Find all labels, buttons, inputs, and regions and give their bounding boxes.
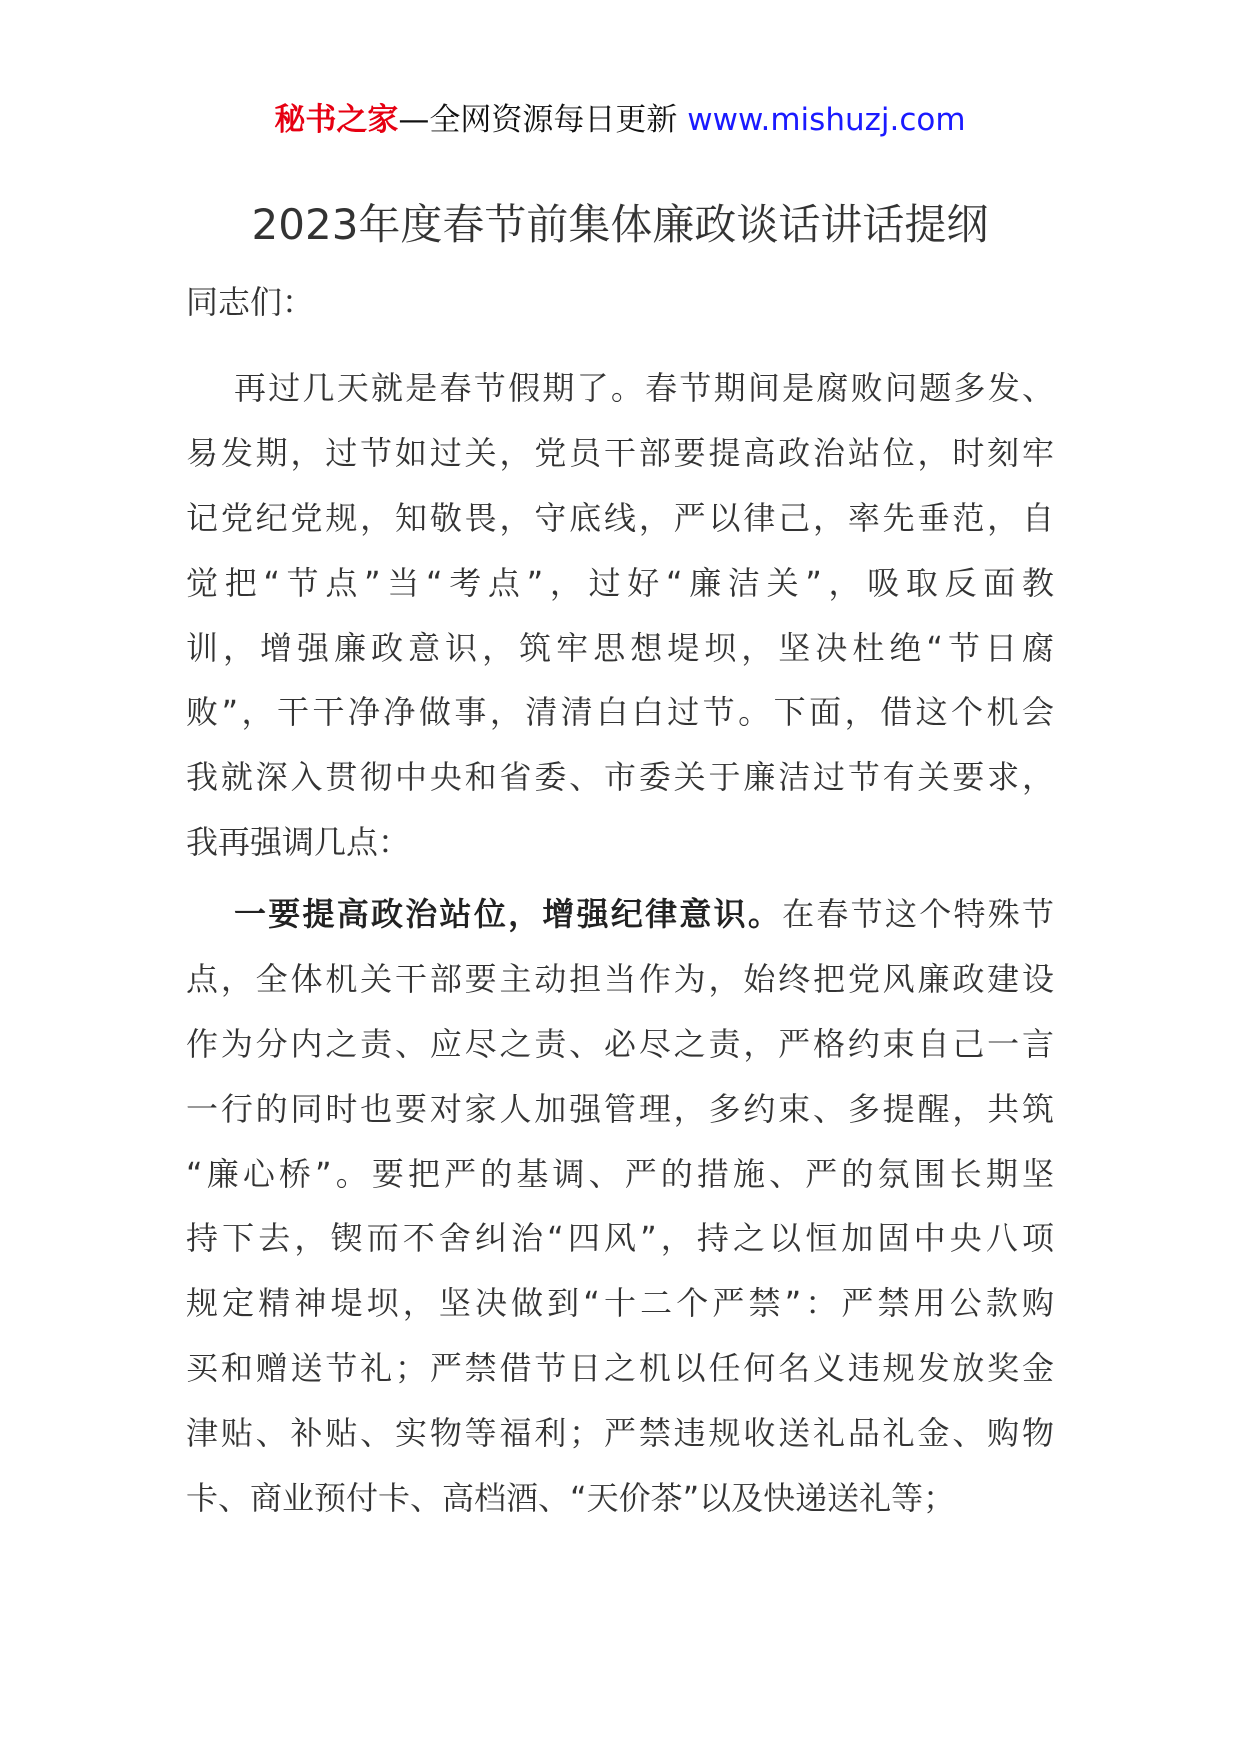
- paragraph-line: 一行的同时也要对家人加强管理，多约束、多提醒，共筑: [186, 1089, 1054, 1128]
- paragraph-line: 败”，干干净净做事，清清白白过节。下面，借这个机会: [186, 693, 1054, 732]
- paragraph-line: 作为分内之责、应尽之责、必尽之责，严格约束自己一言: [186, 1024, 1054, 1063]
- brand-name: 秘书之家: [274, 102, 399, 138]
- paragraph-line: 我再强调几点：: [186, 823, 411, 862]
- paragraph-line: 训，增强廉政意识，筑牢思想堤坝，坚决杜绝“节日腐: [186, 628, 1054, 667]
- paragraph-line: 持下去，锲而不舍纠治“四风”，持之以恒加固中央八项: [186, 1219, 1054, 1258]
- paragraph-line: 点，全体机关干部要主动担当作为，始终把党风廉政建设: [186, 959, 1054, 998]
- document-title: 2023年度春节前集体廉政谈话讲话提纲: [251, 200, 989, 249]
- point-heading-rest: 在春节这个特殊节: [782, 895, 1054, 933]
- paragraph-line: 易发期，过节如过关，党员干部要提高政治站位，时刻牢: [186, 433, 1054, 472]
- paragraph-line: 卡、商业预付卡、高档酒、“天价茶”以及快递送礼等；: [186, 1479, 956, 1518]
- paragraph-line: “廉心桥”。要把严的基调、严的措施、严的氛围长期坚: [186, 1154, 1054, 1193]
- paragraph-line: 规定精神堤坝，坚决做到“十二个严禁”：严禁用公款购: [186, 1284, 1054, 1323]
- point-heading: 一要提高政治站位，增强纪律意识。: [234, 895, 783, 933]
- header-slogan: —全网资源每日更新: [398, 102, 678, 138]
- site-header: [0, 98, 1240, 142]
- paragraph-point-one: [186, 882, 1054, 1531]
- paragraph-line: 我就深入贯彻中央和省委、市委关于廉洁过节有关要求，: [186, 758, 1054, 797]
- site-url-link[interactable]: www.mishuzj.com: [687, 102, 966, 138]
- paragraph-line: 记党纪党规，知敬畏，守底线，严以律己，率先垂范，自: [186, 498, 1054, 537]
- paragraph-intro: [186, 356, 1054, 875]
- paragraph-first-line: [186, 882, 1054, 947]
- paragraph-line: 买和赠送节礼；严禁借节日之机以任何名义违规发放奖金: [186, 1349, 1054, 1388]
- paragraph-line: 觉把“节点”当“考点”，过好“廉洁关”，吸取反面教: [186, 563, 1054, 602]
- paragraph-line: 津贴、补贴、实物等福利；严禁违规收送礼品礼金、购物: [186, 1414, 1054, 1453]
- greeting: 同志们：: [186, 283, 315, 321]
- paragraph-line: 再过几天就是春节假期了。春节期间是腐败问题多发、: [234, 369, 1054, 407]
